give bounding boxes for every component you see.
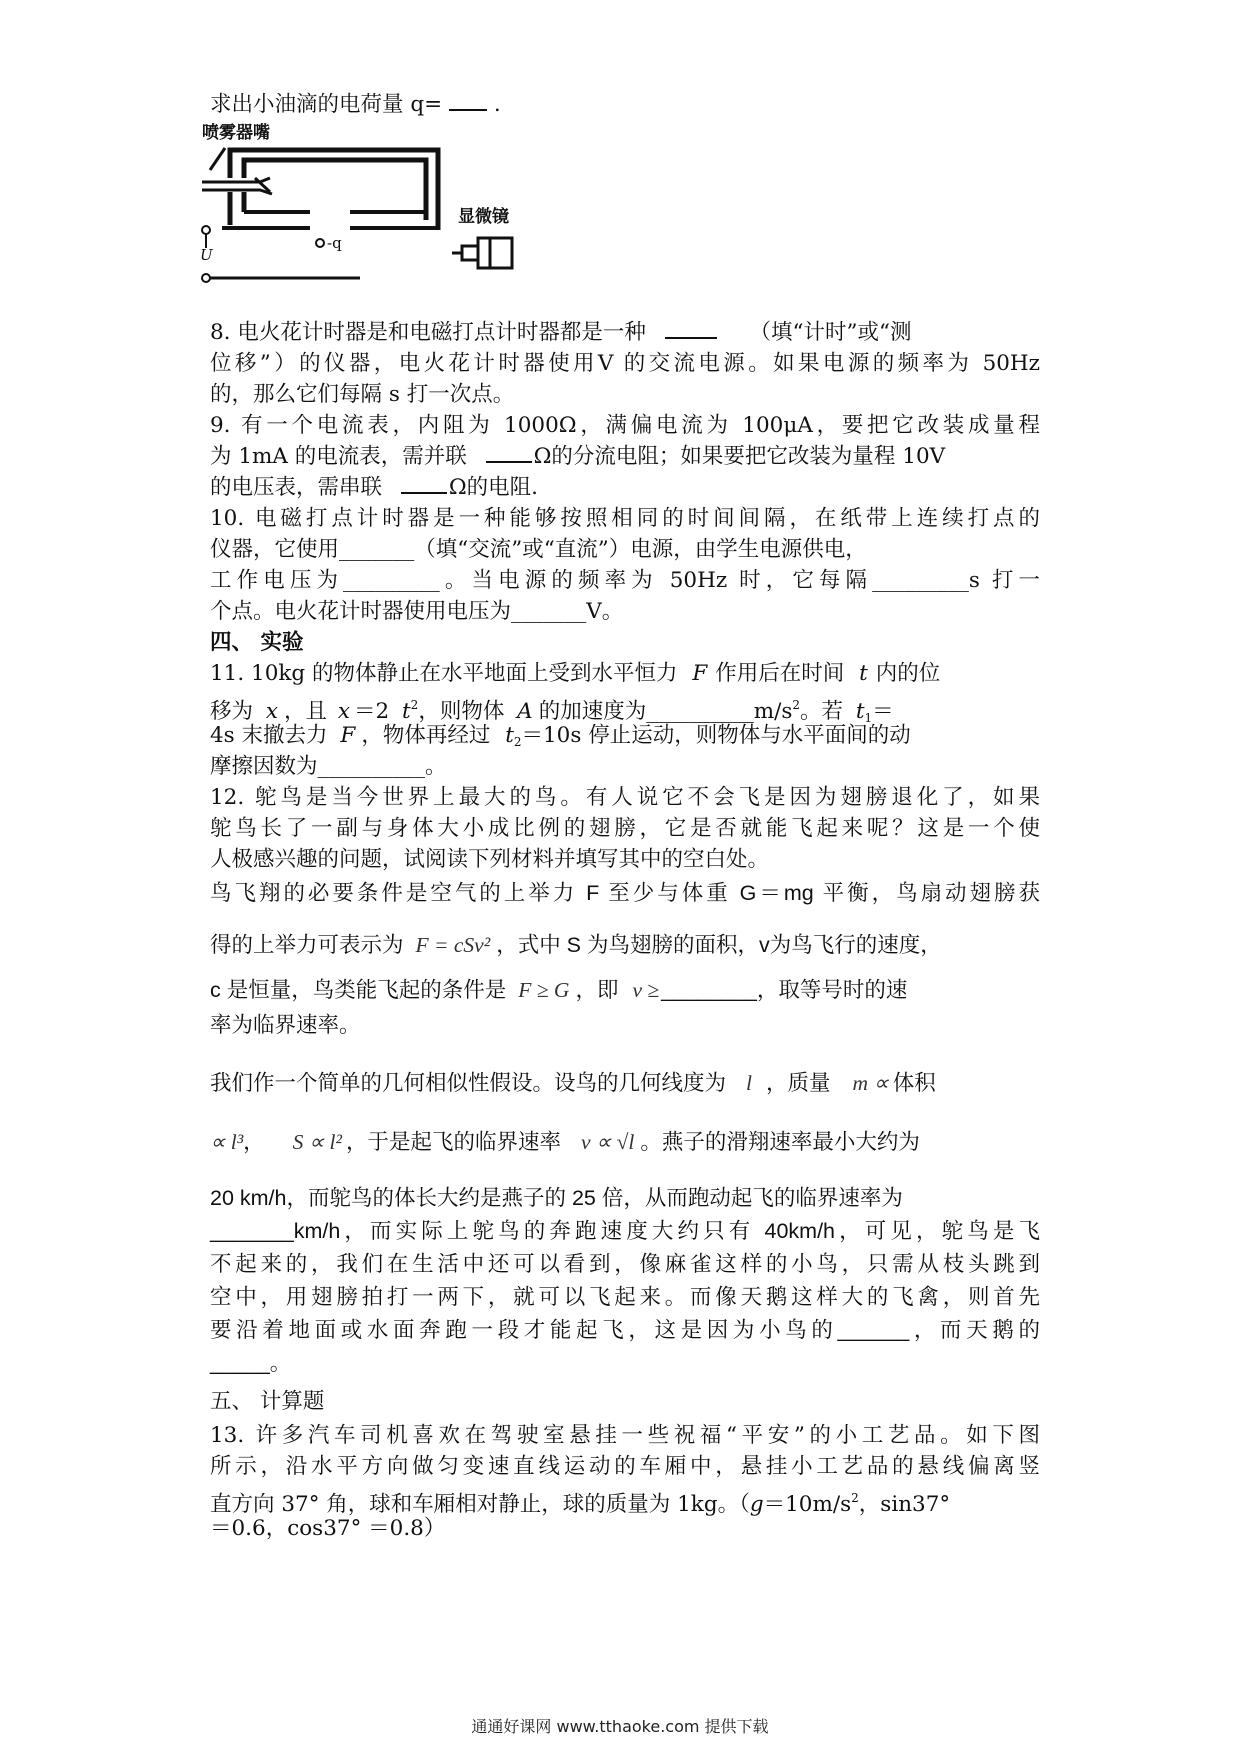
q12-line-4: 鸟飞翔的必要条件是空气的上举力 F 至少与体重 G＝mg 平衡，鸟扇动翅膀获	[210, 881, 1040, 905]
q12-line-8: 我们作一个简单的几何相似性假设。设鸟的几何线度为 l ，质量 m ∝ 体积	[210, 1071, 936, 1095]
microscope-label: 显微镜	[458, 207, 509, 227]
section-4-heading: 四、 实验	[210, 630, 304, 655]
q10-line-4: 个点。电火花计时器使用电压为_______V。	[210, 599, 624, 624]
q8-line-2: 位移”）的仪器，电火花计时器使用V 的交流电源。如果电源的频率为 50Hz	[210, 351, 1040, 376]
q12-line-7: 率为临界速率。	[210, 1013, 361, 1037]
q9-line-1: 9. 有一个电流表，内阻为 1000Ω，满偏电流为 100μA，要把它改装成量程	[210, 413, 1040, 438]
q12-line-15: _____。	[210, 1351, 292, 1375]
q11-line-1: 11. 10kg 的物体静止在水平地面上受到水平恒力 F 作用后在时间 t 内的位	[210, 661, 941, 686]
q11-line-3: 4s 末撤去力 F ，物体再经过 $t_2=10s$ 停止运动，则物体与水平面间的动	[210, 723, 911, 749]
voltage-label: U	[200, 246, 213, 264]
answer-blank	[449, 91, 487, 111]
q12-line-12: 不起来的，我们在生活中还可以看到，像麻雀这样的小鸟，只需从枝头跳到	[210, 1252, 1040, 1276]
lift-formula: F = cSv²	[415, 933, 491, 957]
nozzle-icon	[202, 148, 272, 194]
q8-line-3: 的，那么它们每隔 s 打一次点。	[210, 382, 515, 407]
q13-line-4: ＝0.6，cos37° ＝0.8）	[210, 1516, 446, 1541]
section-5-heading: 五、 计算题	[210, 1389, 325, 1414]
answer-blank	[665, 319, 717, 339]
q12-line-14: 要沿着地面或水面奔跑一段才能起飞，这是因为小鸟的______，而天鹅的	[210, 1318, 1040, 1342]
page-footer: 通通好课网 www.tthaoke.com 提供下载	[471, 1717, 769, 1736]
q10-line-2: 仪器，它使用_______（填“交流”或“直流”）电源，由学生电源供电，	[210, 537, 867, 562]
millikan-apparatus-figure	[200, 120, 600, 320]
q8-line-1: 8. 电火花计时器是和电磁打点计时器都是一种 （填“计时”或“测	[210, 320, 912, 345]
q12-line-11: _______km/h，而实际上鸵鸟的奔跑速度大约只有 40km/h，可见，鸵鸟是飞	[210, 1219, 1040, 1243]
droplet-label: -q	[327, 234, 342, 252]
flight-condition-formula: F ≥ G	[518, 978, 570, 1002]
q12-line-2: 鸵鸟长了一副与身体大小成比例的翅膀，它是否就能飞起来呢？这是一个使	[210, 816, 1040, 841]
q13-line-3: 直方向 37° 角，球和车厢相对静止，球的质量为 1kg。（$g=10m/s^2$，sin37°	[210, 1491, 951, 1517]
nozzle-label: 喷雾器嘴	[202, 123, 270, 143]
q7-tail-line: 求出小油滴的电荷量 q= .	[210, 92, 501, 117]
oil-droplet-icon	[316, 239, 324, 247]
q10-line-3: 工作电压为_________。当电源的频率为 50Hz 时，它每隔_________s 打一	[210, 568, 1040, 593]
microscope-icon	[452, 238, 512, 268]
q12-line-1: 12. 鸵鸟是当今世界上最大的鸟。有人说它不会飞是因为翅膀退化了，如果	[210, 785, 1040, 810]
q11-line-2: 移为 x ，且 x ＝2 $t^2$，则物体 A 的加速度为$\_\_\_\_\_\_\_\_\_\_m/s^2$。若 $t_1=$	[210, 698, 894, 725]
q11-line-4: 摩擦因数为__________。	[210, 754, 447, 779]
q9-line-2: 为 1mA 的电流表，需并联 Ω的分流电阻；如果要把它改装为量程 10V	[210, 444, 946, 469]
q12-line-13: 空中，用翅膀拍打一两下，就可以飞起来。而像天鹅这样大的飞禽，则首先	[210, 1285, 1040, 1309]
q12-line-3: 人极感兴趣的问题，试阅读下列材料并填写其中的空白处。	[210, 847, 770, 872]
q12-line-6: c 是恒量，鸟类能飞起的条件是 F ≥ G ，即 v ≥________，取等号时的速	[210, 978, 908, 1002]
q12-line-9: ∝ l³， S ∝ l² ，于是起飞的临界速率 v ∝ √l 。燕子的滑翔速率最小大约为	[210, 1130, 920, 1154]
answer-blank	[486, 443, 532, 463]
q13-line-1: 13. 许多汽车司机喜欢在驾驶室悬挂一些祝福“平安”的小工艺品。如下图	[210, 1423, 1040, 1448]
q12-line-5: 得的上举力可表示为 F = cSv² ，式中 S 为鸟翅膀的面积，v为鸟飞行的速度，	[210, 933, 942, 957]
answer-blank	[401, 474, 447, 494]
q10-line-1: 10. 电磁打点计时器是一种能够按照相同的时间间隔，在纸带上连续打点的	[210, 506, 1040, 531]
q13-line-2: 所示，沿水平方向做匀变速直线运动的车厢中，悬挂小工艺品的悬线偏离竖	[210, 1454, 1040, 1479]
q12-line-10: 20 km/h，而鸵鸟的体长大约是燕子的 25 倍，从而跑动起飞的临界速率为	[210, 1186, 903, 1210]
q9-line-3: 的电压表，需串联 Ω的电阻.	[210, 475, 539, 500]
